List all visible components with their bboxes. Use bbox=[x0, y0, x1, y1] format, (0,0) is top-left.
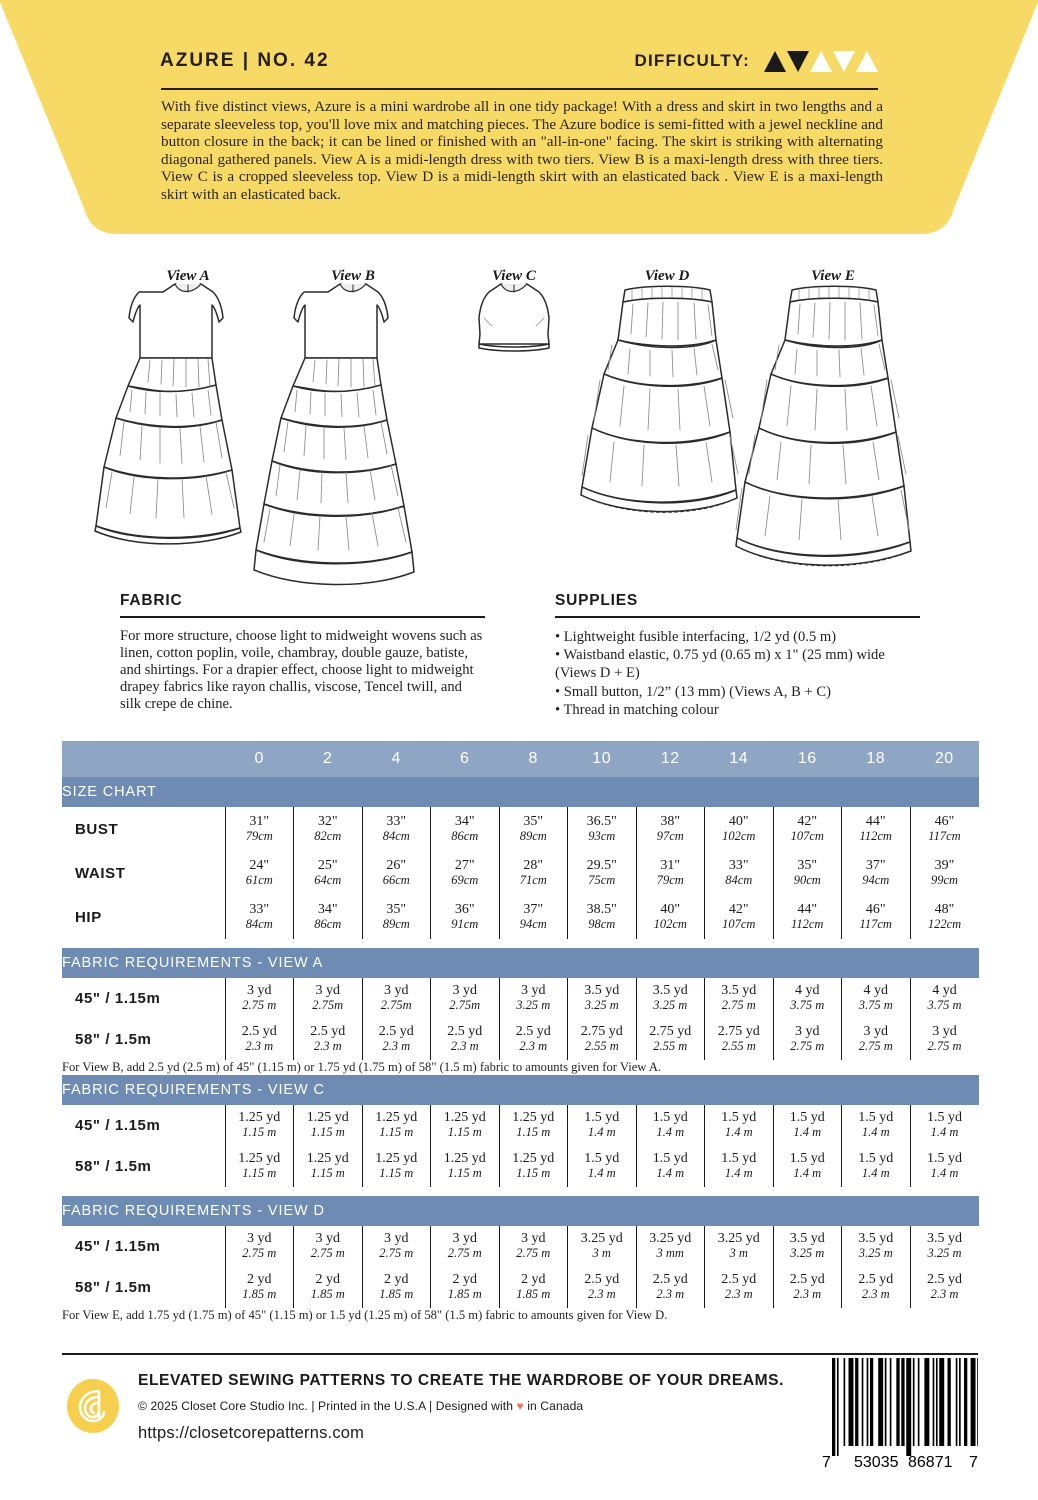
table-row bbox=[62, 978, 979, 1019]
fabric-width-label: 58" / 1.5m bbox=[75, 1158, 152, 1175]
fabric-band-label: FABRIC REQUIREMENTS - VIEW C bbox=[62, 1075, 979, 1105]
triangle-down-filled-icon bbox=[787, 51, 809, 72]
measurement-cell: 37" 94cm bbox=[842, 851, 911, 895]
size-header-cell: 18 bbox=[842, 741, 911, 777]
difficulty-label: DIFFICULTY: bbox=[634, 51, 750, 70]
measurement-label: WAIST bbox=[75, 864, 126, 882]
barcode-digits bbox=[822, 1454, 978, 1471]
fabric-amount-cell: 3 yd 2.75 m bbox=[910, 1019, 979, 1060]
size-and-fabric-tables bbox=[62, 741, 978, 1323]
fabric-amount-cell: 2 yd 1.85 m bbox=[362, 1267, 431, 1308]
banner-divider bbox=[161, 88, 878, 90]
measurement-cell: 46" 117cm bbox=[910, 807, 979, 851]
table-size-header-row bbox=[62, 741, 979, 777]
view-label-e: View E bbox=[811, 268, 855, 284]
heart-icon: ♥ bbox=[516, 1399, 524, 1413]
table-spacer bbox=[62, 1187, 979, 1196]
table-row bbox=[62, 1267, 979, 1308]
table-row bbox=[62, 895, 979, 939]
measurement-cell: 37" 94cm bbox=[499, 895, 568, 939]
fabric-amount-cell: 1.5 yd 1.4 m bbox=[636, 1146, 705, 1187]
fabric-note: For View E, add 1.75 yd (1.75 m) of 45" (1.15 m) or 1.5 yd (1.25 m) of 58" (1.5 m) fabric to amounts given for View D. bbox=[62, 1308, 668, 1322]
pattern-description: With five distinct views, Azure is a mini wardrobe all in one tidy package! With a dress and skirt in two lengths and a separate sleeveless top, you'll love mix and matching pieces. The Azure bodice is semi-fitted with a jewel neckline and button closure in the back; it can be lined or finished with an "all-in-one" facing. The skirt is striking with alternating diagonal gathered panels. View A is a midi-length dress with two tiers. View B is a maxi-length dress with three tiers. View C is a cropped sleeveless top. View D is a midi-length skirt with an elasticated back . View E is a maxi-length skirt with an elasticated back. bbox=[161, 98, 883, 203]
supply-item: • Lightweight fusible interfacing, 1/2 yd (0.5 m) bbox=[555, 628, 837, 645]
barcode-digit-left: 7 bbox=[822, 1454, 831, 1471]
triangle-down-empty-icon bbox=[833, 51, 855, 72]
measurement-cell: 36.5" 93cm bbox=[568, 807, 637, 851]
measurement-cell: 40" 102cm bbox=[636, 895, 705, 939]
fabric-amount-cell: 2.5 yd 2.3 m bbox=[431, 1019, 500, 1060]
barcode-digit-right: 7 bbox=[969, 1454, 978, 1471]
fabric-amount-cell: 3 yd 2.75 m bbox=[294, 1226, 363, 1267]
fabric-amount-cell: 3.5 yd 3.25 m bbox=[773, 1226, 842, 1267]
size-header-cell: 20 bbox=[910, 741, 979, 777]
supply-item: • Waistband elastic, 0.75 yd (0.65 m) x 1" (25 mm) wide (Views D + E) bbox=[555, 647, 885, 682]
fabric-amount-cell: 1.25 yd 1.15 m bbox=[499, 1105, 568, 1146]
triangle-up-empty-icon bbox=[810, 51, 832, 72]
garment-illustrations bbox=[0, 252, 1038, 592]
measurement-cell: 31" 79cm bbox=[636, 851, 705, 895]
footer-divider bbox=[62, 1353, 978, 1355]
fabric-amount-cell: 3 yd 2.75m bbox=[431, 978, 500, 1019]
size-header-cell: 4 bbox=[362, 741, 431, 777]
fabric-band-label: FABRIC REQUIREMENTS - VIEW D bbox=[62, 1196, 979, 1226]
measurement-cell: 27" 69cm bbox=[431, 851, 500, 895]
fabric-amount-cell: 2.75 yd 2.55 m bbox=[636, 1019, 705, 1060]
fabric-amount-cell: 1.5 yd 1.4 m bbox=[636, 1105, 705, 1146]
view-label-c: View C bbox=[492, 268, 536, 284]
fabric-width-label: 45" / 1.15m bbox=[75, 1238, 161, 1255]
fabric-width-label: 45" / 1.15m bbox=[75, 1117, 161, 1134]
fabric-width-label: 45" / 1.15m bbox=[75, 990, 161, 1007]
measurement-cell: 33" 84cm bbox=[362, 807, 431, 851]
measurement-cell: 34" 86cm bbox=[431, 807, 500, 851]
fabric-amount-cell: 1.25 yd 1.15 m bbox=[499, 1146, 568, 1187]
fabric-amount-cell: 1.25 yd 1.15 m bbox=[431, 1105, 500, 1146]
fabric-amount-cell: 2 yd 1.85 m bbox=[499, 1267, 568, 1308]
fabric-amount-cell: 4 yd 3.75 m bbox=[910, 978, 979, 1019]
size-header-cell: 16 bbox=[773, 741, 842, 777]
copyright-pre: © 2025 Closet Core Studio Inc. | Printed in the U.S.A | Designed with bbox=[138, 1399, 517, 1413]
fabric-amount-cell: 3 yd 2.75m bbox=[294, 978, 363, 1019]
fabric-amount-cell: 3 yd 2.75 m bbox=[225, 1226, 294, 1267]
fabric-amount-cell: 1.25 yd 1.15 m bbox=[294, 1146, 363, 1187]
fabric-amount-cell: 2.5 yd 2.3 m bbox=[705, 1267, 774, 1308]
flat-view-c bbox=[479, 284, 549, 351]
size-header-cell: 6 bbox=[431, 741, 500, 777]
measurement-label: HIP bbox=[75, 908, 102, 926]
measurement-cell: 44" 112cm bbox=[842, 807, 911, 851]
fabric-section bbox=[120, 592, 485, 714]
measurement-cell: 33" 84cm bbox=[705, 851, 774, 895]
barcode-digit-group1: 53035 bbox=[854, 1454, 899, 1471]
fabric-amount-cell: 2.5 yd 2.3 m bbox=[294, 1019, 363, 1060]
measurement-cell: 38.5" 98cm bbox=[568, 895, 637, 939]
fabric-amount-cell: 3 yd 2.75 m bbox=[773, 1019, 842, 1060]
flat-view-d bbox=[581, 286, 738, 512]
banner-header-row bbox=[160, 50, 878, 72]
difficulty-triangles bbox=[764, 51, 878, 72]
footer-tagline: ELEVATED SEWING PATTERNS TO CREATE THE WARDROBE OF YOUR DREAMS. bbox=[138, 1372, 785, 1389]
closet-core-logo-icon bbox=[65, 1378, 121, 1434]
fabric-amount-cell: 2.5 yd 2.3 m bbox=[910, 1267, 979, 1308]
footer bbox=[62, 1362, 978, 1472]
fabric-amount-cell: 3.5 yd 3.25 m bbox=[910, 1226, 979, 1267]
fabric-amount-cell: 2.75 yd 2.55 m bbox=[705, 1019, 774, 1060]
flat-view-e bbox=[736, 286, 911, 566]
table-row bbox=[62, 1019, 979, 1060]
fabric-divider bbox=[120, 616, 485, 618]
fabric-amount-cell: 3 yd 2.75 m bbox=[225, 978, 294, 1019]
fabric-amount-cell: 2.75 yd 2.55 m bbox=[568, 1019, 637, 1060]
fabric-amount-cell: 1.5 yd 1.4 m bbox=[705, 1105, 774, 1146]
fabric-body: For more structure, choose light to midweight wovens such as linen, cotton poplin, voile, chambray, double gauze, batiste, and shirtings. For a drapier effect, choose light to midweight drapey fabrics like rayon challis, viscose, Tencel twill, and silk crepe de chine. bbox=[120, 627, 483, 713]
barcode-digit-group2: 86871 bbox=[908, 1454, 953, 1471]
flat-view-a bbox=[95, 284, 241, 544]
measurement-cell: 24" 61cm bbox=[225, 851, 294, 895]
copyright-post: in Canada bbox=[523, 1399, 584, 1413]
table-row bbox=[62, 1226, 979, 1267]
measurement-cell: 32" 82cm bbox=[294, 807, 363, 851]
size-header-cell: 8 bbox=[499, 741, 568, 777]
fabric-amount-cell: 2 yd 1.85 m bbox=[225, 1267, 294, 1308]
barcode-icon bbox=[822, 1356, 978, 1460]
fabric-requirements-band bbox=[62, 1196, 979, 1226]
fabric-amount-cell: 1.5 yd 1.4 m bbox=[568, 1105, 637, 1146]
fabric-amount-cell: 3.25 yd 3 mm bbox=[636, 1226, 705, 1267]
fabric-amount-cell: 3 yd 2.75 m bbox=[499, 1226, 568, 1267]
fabric-amount-cell: 1.25 yd 1.15 m bbox=[294, 1105, 363, 1146]
fabric-requirements-band bbox=[62, 948, 979, 978]
measurement-cell: 39" 99cm bbox=[910, 851, 979, 895]
measurement-cell: 25" 64cm bbox=[294, 851, 363, 895]
fabric-amount-cell: 1.5 yd 1.4 m bbox=[705, 1146, 774, 1187]
measurement-cell: 31" 79cm bbox=[225, 807, 294, 851]
size-chart-band bbox=[62, 777, 979, 807]
measurement-cell: 35" 89cm bbox=[362, 895, 431, 939]
fabric-band-label: FABRIC REQUIREMENTS - VIEW A bbox=[62, 948, 979, 978]
measurement-cell: 46" 117cm bbox=[842, 895, 911, 939]
fabric-amount-cell: 4 yd 3.75 m bbox=[842, 978, 911, 1019]
measurement-cell: 42" 107cm bbox=[705, 895, 774, 939]
size-header-blank bbox=[62, 741, 225, 777]
table-note-row bbox=[62, 1060, 979, 1075]
fabric-amount-cell: 2.5 yd 2.3 m bbox=[636, 1267, 705, 1308]
fabric-amount-cell: 3.25 yd 3 m bbox=[568, 1226, 637, 1267]
measurement-cell: 42" 107cm bbox=[773, 807, 842, 851]
fabric-requirements-band bbox=[62, 1075, 979, 1105]
fabric-width-label: 58" / 1.5m bbox=[75, 1279, 152, 1296]
fabric-amount-cell: 3.5 yd 2.75 m bbox=[705, 978, 774, 1019]
measurement-cell: 28" 71cm bbox=[499, 851, 568, 895]
measurement-cell: 48" 122cm bbox=[910, 895, 979, 939]
measurement-cell: 35" 89cm bbox=[499, 807, 568, 851]
triangle-up-empty-icon bbox=[856, 51, 878, 72]
fabric-amount-cell: 2.5 yd 2.3 m bbox=[225, 1019, 294, 1060]
fabric-amount-cell: 1.5 yd 1.4 m bbox=[842, 1146, 911, 1187]
supplies-section bbox=[555, 592, 920, 720]
triangle-up-filled-icon bbox=[764, 51, 786, 72]
view-label-b: View B bbox=[331, 268, 375, 284]
difficulty-meter bbox=[635, 51, 879, 72]
fabric-amount-cell: 1.25 yd 1.15 m bbox=[362, 1146, 431, 1187]
measurement-cell: 33" 84cm bbox=[225, 895, 294, 939]
fabric-amount-cell: 2.5 yd 2.3 m bbox=[773, 1267, 842, 1308]
size-chart-band-label: SIZE CHART bbox=[62, 777, 979, 807]
technical-flats-drawing bbox=[0, 260, 1038, 590]
fabric-amount-cell: 1.25 yd 1.15 m bbox=[225, 1105, 294, 1146]
size-header-cell: 12 bbox=[636, 741, 705, 777]
fabric-amount-cell: 2 yd 1.85 m bbox=[431, 1267, 500, 1308]
table-note-row bbox=[62, 1308, 979, 1323]
measurement-label: BUST bbox=[75, 820, 119, 838]
size-header-cell: 10 bbox=[568, 741, 637, 777]
fabric-amount-cell: 1.5 yd 1.4 m bbox=[910, 1105, 979, 1146]
fabric-note: For View B, add 2.5 yd (2.5 m) of 45" (1.15 m) or 1.75 yd (1.75 m) of 58" (1.5 m) fabric to amounts given for View A. bbox=[62, 1060, 662, 1074]
table-row bbox=[62, 851, 979, 895]
supply-item: • Thread in matching colour bbox=[555, 702, 719, 719]
fabric-amount-cell: 3 yd 2.75 m bbox=[362, 1226, 431, 1267]
measurement-cell: 35" 90cm bbox=[773, 851, 842, 895]
fabric-amount-cell: 3 yd 2.75m bbox=[362, 978, 431, 1019]
measurements-table bbox=[62, 741, 979, 1323]
fabric-amount-cell: 1.5 yd 1.4 m bbox=[773, 1146, 842, 1187]
fabric-amount-cell: 1.25 yd 1.15 m bbox=[362, 1105, 431, 1146]
fabric-amount-cell: 1.5 yd 1.4 m bbox=[910, 1146, 979, 1187]
website-url[interactable]: https://closetcorepatterns.com bbox=[138, 1424, 365, 1442]
measurement-cell: 40" 102cm bbox=[705, 807, 774, 851]
fabric-width-label: 58" / 1.5m bbox=[75, 1031, 152, 1048]
view-label-d: View D bbox=[644, 268, 690, 284]
measurement-cell: 29.5" 75cm bbox=[568, 851, 637, 895]
measurement-cell: 44" 112cm bbox=[773, 895, 842, 939]
fabric-amount-cell: 4 yd 3.75 m bbox=[773, 978, 842, 1019]
fabric-amount-cell: 3.5 yd 3.25 m bbox=[636, 978, 705, 1019]
fabric-heading: FABRIC bbox=[120, 592, 183, 609]
view-label-a: View A bbox=[166, 268, 210, 284]
table-row bbox=[62, 1146, 979, 1187]
fabric-amount-cell: 2.5 yd 2.3 m bbox=[362, 1019, 431, 1060]
measurement-cell: 36" 91cm bbox=[431, 895, 500, 939]
fabric-amount-cell: 2.5 yd 2.3 m bbox=[842, 1267, 911, 1308]
fabric-amount-cell: 3 yd 2.75 m bbox=[842, 1019, 911, 1060]
supplies-divider bbox=[555, 616, 920, 618]
footer-copyright bbox=[138, 1399, 798, 1413]
fabric-amount-cell: 2.5 yd 2.3 m bbox=[499, 1019, 568, 1060]
table-row bbox=[62, 1105, 979, 1146]
fabric-supplies-row bbox=[0, 592, 1038, 737]
fabric-amount-cell: 1.5 yd 1.4 m bbox=[568, 1146, 637, 1187]
supplies-heading: SUPPLIES bbox=[555, 592, 639, 609]
fabric-amount-cell: 3.5 yd 3.25 m bbox=[568, 978, 637, 1019]
header-banner bbox=[0, 0, 1038, 244]
size-header-cell: 14 bbox=[705, 741, 774, 777]
flat-view-b bbox=[254, 284, 414, 585]
table-spacer bbox=[62, 939, 979, 948]
fabric-amount-cell: 1.25 yd 1.15 m bbox=[225, 1146, 294, 1187]
supply-item: • Small button, 1/2” (13 mm) (Views A, B + C) bbox=[555, 683, 831, 700]
fabric-amount-cell: 1.5 yd 1.4 m bbox=[842, 1105, 911, 1146]
size-header-cell: 0 bbox=[225, 741, 294, 777]
fabric-amount-cell: 3 yd 3.25 m bbox=[499, 978, 568, 1019]
measurement-cell: 38" 97cm bbox=[636, 807, 705, 851]
measurement-cell: 26" 66cm bbox=[362, 851, 431, 895]
fabric-amount-cell: 1.5 yd 1.4 m bbox=[773, 1105, 842, 1146]
measurement-cell: 34" 86cm bbox=[294, 895, 363, 939]
fabric-amount-cell: 3.5 yd 3.25 m bbox=[842, 1226, 911, 1267]
fabric-amount-cell: 3.25 yd 3 m bbox=[705, 1226, 774, 1267]
fabric-amount-cell: 3 yd 2.75 m bbox=[431, 1226, 500, 1267]
table-row bbox=[62, 807, 979, 851]
page-title: AZURE | NO. 42 bbox=[160, 50, 330, 71]
fabric-amount-cell: 2.5 yd 2.3 m bbox=[568, 1267, 637, 1308]
footer-text-block bbox=[138, 1372, 798, 1443]
size-header-cell: 2 bbox=[294, 741, 363, 777]
fabric-amount-cell: 1.25 yd 1.15 m bbox=[431, 1146, 500, 1187]
fabric-amount-cell: 2 yd 1.85 m bbox=[294, 1267, 363, 1308]
